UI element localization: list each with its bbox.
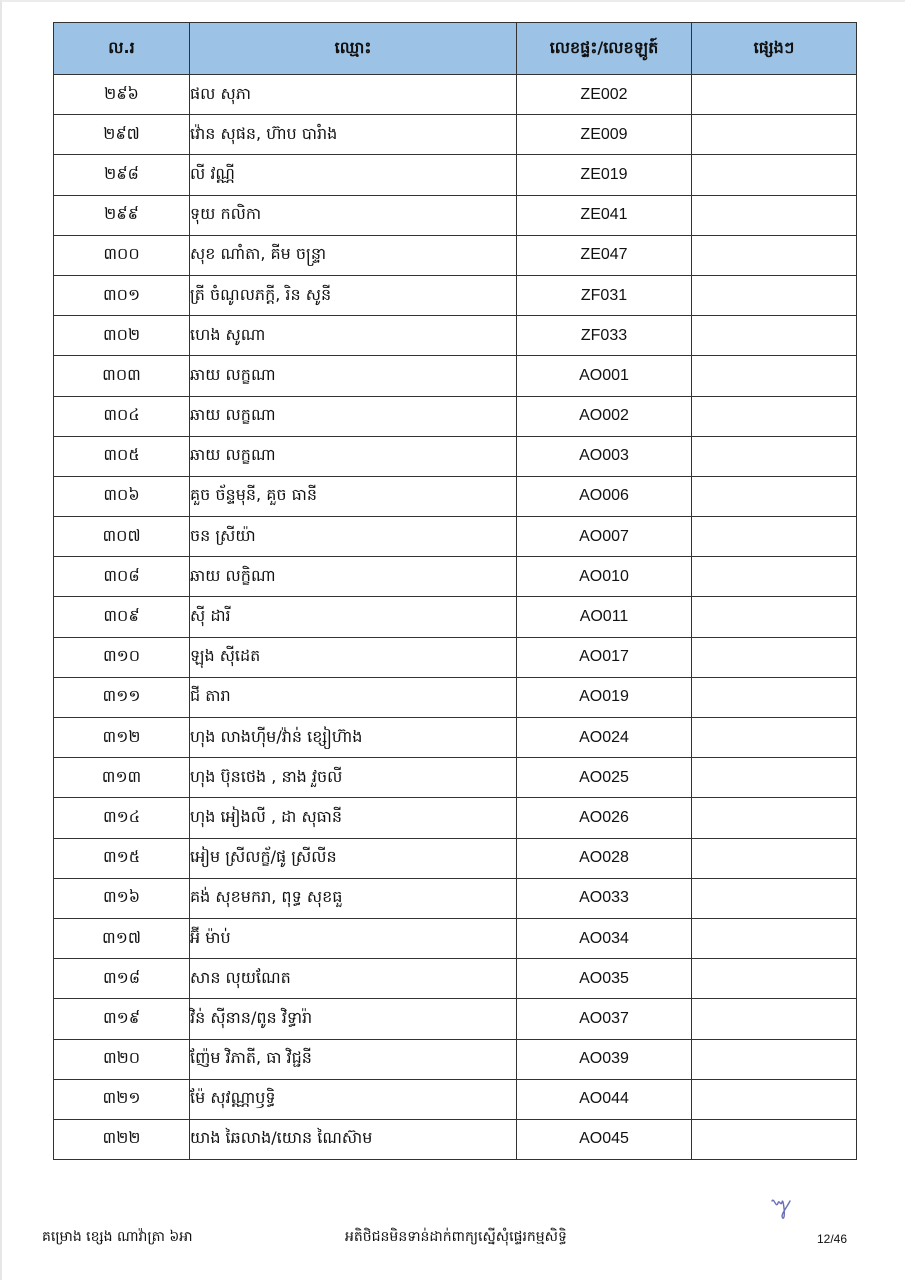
- row-other: [692, 838, 857, 878]
- row-code: AO039: [517, 1039, 692, 1079]
- row-number: ៣០០: [54, 235, 190, 275]
- row-code: AO033: [517, 878, 692, 918]
- row-code: AO002: [517, 396, 692, 436]
- row-other: [692, 1079, 857, 1119]
- table-row: [54, 195, 857, 235]
- header-code: លេខផ្ទះ/លេខឡូត៍: [517, 23, 692, 75]
- row-other: [692, 1039, 857, 1079]
- row-number: ២៩៧: [54, 115, 190, 155]
- row-number: ៣០១: [54, 275, 190, 315]
- row-code: ZF031: [517, 275, 692, 315]
- row-name: ចន ស្រីយ៉ា: [190, 517, 517, 557]
- row-other: [692, 597, 857, 637]
- row-other: [692, 1119, 857, 1159]
- row-code: ZE002: [517, 75, 692, 115]
- row-code: AO044: [517, 1079, 692, 1119]
- row-number: ៣២១: [54, 1079, 190, 1119]
- row-name: ទុយ កលិកា: [190, 195, 517, 235]
- row-other: [692, 75, 857, 115]
- row-other: [692, 316, 857, 356]
- row-other: [692, 436, 857, 476]
- row-code: ZE009: [517, 115, 692, 155]
- row-number: ៣១១: [54, 677, 190, 717]
- row-code: AO007: [517, 517, 692, 557]
- row-code: AO045: [517, 1119, 692, 1159]
- row-other: [692, 677, 857, 717]
- row-code: AO026: [517, 798, 692, 838]
- row-number: ៣២២: [54, 1119, 190, 1159]
- row-other: [692, 195, 857, 235]
- footer-project: គម្រោង ខ្សេង ណាវ៉ាត្រា ៦អា: [42, 1229, 193, 1245]
- table-row: [54, 316, 857, 356]
- row-number: ៣០៤: [54, 396, 190, 436]
- row-name: ហុង អៀងលី , ដា សុធានី: [190, 798, 517, 838]
- row-code: AO024: [517, 718, 692, 758]
- row-name: យាង ឆៃលាង/យោន ណៃស៊ាម: [190, 1119, 517, 1159]
- row-number: ២៩៩: [54, 195, 190, 235]
- table-row: [54, 918, 857, 958]
- row-name: ផល សុភា: [190, 75, 517, 115]
- row-code: AO003: [517, 436, 692, 476]
- row-name: ស៊ី ដារី: [190, 597, 517, 637]
- row-number: ៣១៦: [54, 878, 190, 918]
- header-name: ឈ្មោះ: [190, 23, 517, 75]
- row-name: វ៉ោន សុផន, ហ៊ាប បារំាង: [190, 115, 517, 155]
- table-row: [54, 677, 857, 717]
- table-header-row: [54, 23, 857, 75]
- table-row: [54, 878, 857, 918]
- row-name: ញ៉ែម វិភាតី, ធា វិជ្ជនី: [190, 1039, 517, 1079]
- row-other: [692, 557, 857, 597]
- row-number: ៣០៦: [54, 476, 190, 516]
- row-other: [692, 878, 857, 918]
- row-code: AO017: [517, 637, 692, 677]
- row-number: ២៩៦: [54, 75, 190, 115]
- row-number: ៣១៤: [54, 798, 190, 838]
- row-name: ឆាយ លក្ខណា: [190, 436, 517, 476]
- row-other: [692, 999, 857, 1039]
- row-code: AO028: [517, 838, 692, 878]
- row-name: គួច ច័ន្ទមុនី, គួច ធានី: [190, 476, 517, 516]
- row-number: ៣១៣: [54, 758, 190, 798]
- row-other: [692, 115, 857, 155]
- row-name: អៀម ស្រីលក្ខ័/ផូ ស្រីលីន: [190, 838, 517, 878]
- table-row: [54, 637, 857, 677]
- row-number: ៣១០: [54, 637, 190, 677]
- row-name: វិន់ ស៊ីនាន/ពូន វិទ្ធារ៉ា: [190, 999, 517, 1039]
- table-row: [54, 436, 857, 476]
- table-row: [54, 275, 857, 315]
- row-other: [692, 758, 857, 798]
- table-row: [54, 798, 857, 838]
- table-row: [54, 356, 857, 396]
- header-no: ល.រ: [54, 23, 190, 75]
- row-code: AO010: [517, 557, 692, 597]
- row-other: [692, 637, 857, 677]
- row-name: ត្រី ចំណូលភក្តី, រិន សូនី: [190, 275, 517, 315]
- row-number: ៣១៩: [54, 999, 190, 1039]
- row-code: AO019: [517, 677, 692, 717]
- row-code: AO001: [517, 356, 692, 396]
- row-other: [692, 235, 857, 275]
- row-other: [692, 517, 857, 557]
- row-name: សាន លុយណែត: [190, 959, 517, 999]
- row-number: ៣១៧: [54, 918, 190, 958]
- row-code: ZE047: [517, 235, 692, 275]
- handwritten-initials-mark: [770, 1195, 792, 1221]
- row-number: ២៩៨: [54, 155, 190, 195]
- page-number: 12/46: [817, 1232, 848, 1246]
- row-other: [692, 476, 857, 516]
- row-name: ឆាយ លក្ខណា: [190, 356, 517, 396]
- row-code: AO006: [517, 476, 692, 516]
- row-number: ៣០២: [54, 316, 190, 356]
- table-row: [54, 476, 857, 516]
- table-row: [54, 1119, 857, 1159]
- table-body: [54, 75, 857, 1160]
- row-other: [692, 396, 857, 436]
- table-row: [54, 758, 857, 798]
- row-name: ហុង ប៊ុនថេង , នាង វួចលី: [190, 758, 517, 798]
- row-code: AO037: [517, 999, 692, 1039]
- row-number: ៣០៣: [54, 356, 190, 396]
- row-other: [692, 356, 857, 396]
- row-name: ឡុង ស៊ីដេត: [190, 637, 517, 677]
- row-number: ៣២០: [54, 1039, 190, 1079]
- customer-table: [53, 22, 857, 1160]
- row-name: អ៊ី ម៉ាប់: [190, 918, 517, 958]
- row-code: AO035: [517, 959, 692, 999]
- table-row: [54, 557, 857, 597]
- row-name: សុខ ណាំតា, គីម ចន្រ្ទា: [190, 235, 517, 275]
- row-other: [692, 275, 857, 315]
- row-number: ៣០៧: [54, 517, 190, 557]
- row-name: ជី តារា: [190, 677, 517, 717]
- row-number: ៣០៩: [54, 597, 190, 637]
- row-name: ហុង លាងហ៊ីម/វ៉ាន់ ខ្សៀហ៊ាង: [190, 718, 517, 758]
- row-other: [692, 155, 857, 195]
- row-code: ZE041: [517, 195, 692, 235]
- table-row: [54, 396, 857, 436]
- row-number: ៣១២: [54, 718, 190, 758]
- row-code: ZF033: [517, 316, 692, 356]
- row-number: ៣១៨: [54, 959, 190, 999]
- table-row: [54, 1079, 857, 1119]
- row-code: AO034: [517, 918, 692, 958]
- table-row: [54, 155, 857, 195]
- row-other: [692, 959, 857, 999]
- table-row: [54, 597, 857, 637]
- table-row: [54, 838, 857, 878]
- table-row: [54, 1039, 857, 1079]
- header-other: ផ្សេងៗ: [692, 23, 857, 75]
- row-name: លី វណ្ណី: [190, 155, 517, 195]
- row-number: ៣០៨: [54, 557, 190, 597]
- row-code: AO025: [517, 758, 692, 798]
- row-name: ម៉ែ សុវណ្ណាឫទ្ធិ: [190, 1079, 517, 1119]
- row-number: ៣០៥: [54, 436, 190, 476]
- table-row: [54, 115, 857, 155]
- row-other: [692, 918, 857, 958]
- row-name: ហេង សូណា: [190, 316, 517, 356]
- row-other: [692, 718, 857, 758]
- table-row: [54, 959, 857, 999]
- row-name: ឆាយ លក្ខិណា: [190, 557, 517, 597]
- table-row: [54, 517, 857, 557]
- table-row: [54, 718, 857, 758]
- row-other: [692, 798, 857, 838]
- row-name: ឆាយ លក្ខណា: [190, 396, 517, 436]
- row-code: AO011: [517, 597, 692, 637]
- row-name: គង់ សុខមករា, ពុទ្ធ សុខធួ: [190, 878, 517, 918]
- table-row: [54, 75, 857, 115]
- footer-title: អតិថិជនមិនទាន់ដាក់ពាក្យស្នើសុំផ្ទេរកម្មសិទ្ធិ: [345, 1229, 567, 1245]
- row-number: ៣១៥: [54, 838, 190, 878]
- row-code: ZE019: [517, 155, 692, 195]
- table-row: [54, 999, 857, 1039]
- table-row: [54, 235, 857, 275]
